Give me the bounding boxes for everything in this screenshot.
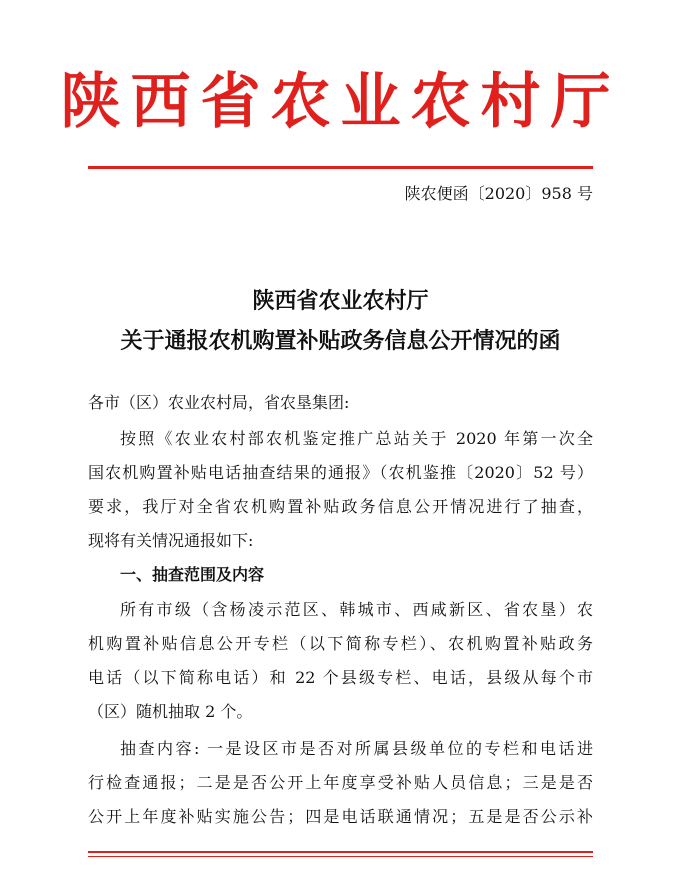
red-divider-top — [88, 166, 593, 169]
doc-title-line-1: 陕西省农业农村厅 — [252, 288, 429, 314]
doc-title-line-2: 关于通报农机购置补贴政务信息公开情况的函 — [120, 328, 561, 354]
paragraph-2-line: 电话（以下简称电话）和 22 个县级专栏、电话，县级从每个市 — [88, 668, 593, 687]
red-divider-bottom — [88, 851, 593, 853]
agency-masthead: 陕西省农业农村厅 — [60, 67, 621, 137]
paragraph-3-line: 行检查通报；二是是否公开上年度享受补贴人员信息；三是是否 — [88, 773, 593, 792]
paragraph-3-line: 抽查内容: 一是设区市是否对所属县级单位的专栏和电话进 — [120, 739, 593, 758]
paragraph-2-line: 所有市级（含杨凌示范区、韩城市、西咸新区、省农垦）农 — [120, 600, 593, 619]
paragraph-1-line: 按照《农业农村部农机鉴定推广总站关于 2020 年第一次全 — [120, 429, 593, 448]
section-1-heading: 一、抽查范围及内容 — [120, 565, 265, 584]
paragraph-1-line: 要求，我厅对全省农机购置补贴政务信息公开情况进行了抽查， — [88, 497, 593, 516]
paragraph-2-line: 机购置补贴信息公开专栏（以下简称专栏）、农机购置补贴政务 — [88, 634, 593, 653]
document-number: 陕农便函〔2020〕958 号 — [404, 184, 593, 203]
red-divider-bottom-thin — [88, 856, 593, 857]
paragraph-1-line: 国农机购置补贴电话抽查结果的通报》（农机鉴推〔2020〕52 号） — [88, 463, 593, 482]
paragraph-1-line: 现将有关情况通报如下: — [88, 531, 254, 550]
paragraph-2-line: （区）随机抽取 2 个。 — [88, 702, 253, 721]
salutation: 各市（区）农业农村局，省农垦集团: — [88, 393, 350, 412]
paragraph-3-line: 公开上年度补贴实施公告；四是电话联通情况；五是是否公示补 — [88, 807, 593, 826]
